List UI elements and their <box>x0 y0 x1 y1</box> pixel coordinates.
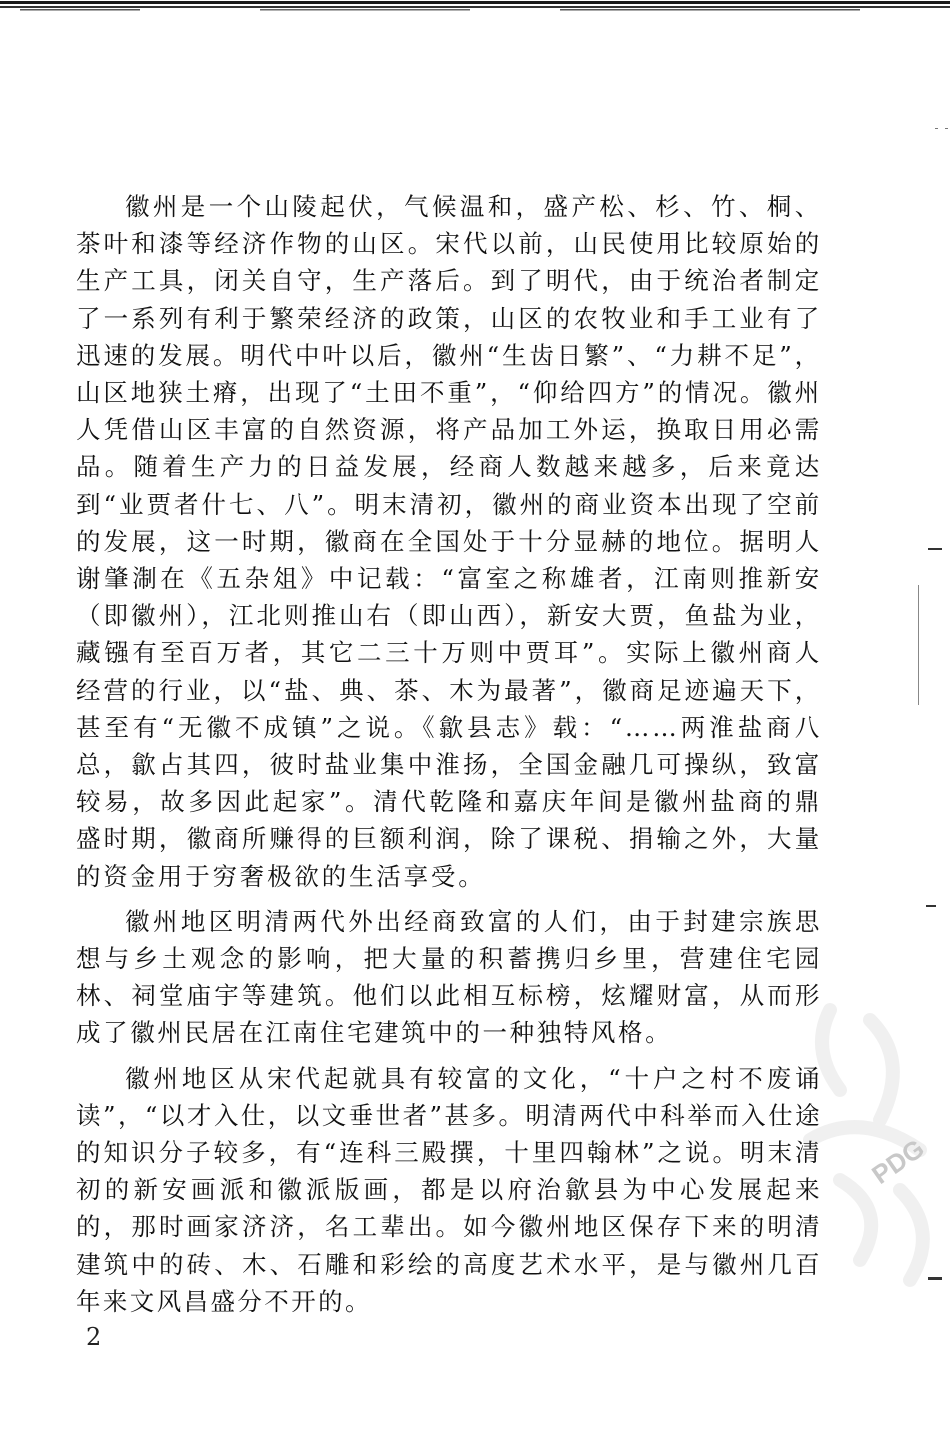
paragraph-1: 徽州是一个山陵起伏，气候温和，盛产松、杉、竹、桐、茶叶和漆等经济作物的山区。宋代以前，山民使用比较原始的生产工具，闭关自守，生产落后。到了明代，由于统治者制定了一系列有利于繁荣经济的政策，山区的农牧业和手工业有了迅速的发展。明代中叶以后，徽州“生齿日繁”、“力耕不足”，山区地狭土瘠，出现了“土田不重”，“仰给四方”的情况。徽州人凭借山区丰富的自然资源，将产品加工外运，换取日用必需品。随着生产力的日益发展，经商人数越来越多，后来竟达到“业贾者什七、八”。明末清初，徽州的商业资本出现了空前的发展，这一时期，徽商在全国处于十分显赫的地位。据明人谢肇淛在《五杂俎》中记载：“富室之称雄者，江南则推新安（即徽州），江北则推山右（即山西），新安大贾，鱼盐为业，藏镪有至百万者，其它二三十万则中贾耳”。实际上徽州商人经营的行业，以“盐、典、茶、木为最著”，徽商足迹遍天下，甚至有“无徽不成镇”之说。《歙县志》载：“……两淮盐商八总，歙占其四，彼时盐业集中淮扬，全国金融几可操纵，致富较易，故多因此起家”。清代乾隆和嘉庆年间是徽州盐商的鼎盛时期，徽商所赚得的巨额利润，除了课税、捐输之外，大量的资金用于穷奢极欲的生活享受。 <box>76 192 822 891</box>
body-text <box>76 188 822 1320</box>
page-number: 2 <box>86 1323 102 1351</box>
watermark-seal <box>770 980 950 1310</box>
margin-dot <box>935 128 938 129</box>
margin-tick <box>926 905 936 907</box>
watermark-text: PDG <box>866 1133 930 1190</box>
paragraph-2: 徽州地区明清两代外出经商致富的人们，由于封建宗族思想与乡土观念的影响，把大量的积蓄携归乡里，营建住宅园林、祠堂庙宇等建筑。他们以此相互标榜，炫耀财富，从而形成了徽州民居在江南住宅建筑中的一种独特风格。 <box>76 906 822 1048</box>
margin-tick <box>928 548 942 550</box>
margin-line <box>918 585 919 705</box>
top-border-rule <box>0 0 950 14</box>
paragraph-3: 徽州地区从宋代起就具有较富的文化，“十户之村不废诵读”，“以才入仕，以文垂世者”甚多。明清两代中科举而入仕途的知识分子较多，有“连科三殿撰，十里四翰林”之说。明末清初的新安画派和徽派版画，都是以府治歙县为中心发展起来的，那时画家济济，名工辈出。如今徽州地区保存下来的明清建筑中的砖、木、石雕和彩绘的高度艺术水平，是与徽州几百年来文风昌盛分不开的。 <box>76 1063 822 1316</box>
margin-dot <box>945 128 948 129</box>
